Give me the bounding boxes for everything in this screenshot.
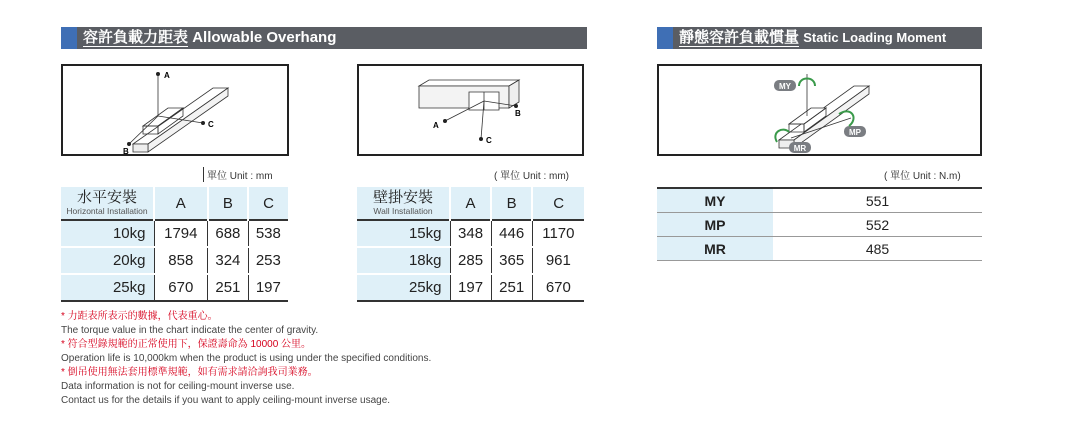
table-row: [657, 188, 982, 213]
horizontal-header-cell: [61, 187, 154, 220]
note-1-en: The torque value in the chart indicate the center of gravity.: [61, 325, 319, 336]
unit-label-wall: ( 單位 Unit : mm): [494, 171, 569, 182]
note-2-cn: * 符合型錄規範的正常使用下，保證壽命為 10000 公里。: [61, 339, 312, 350]
label-a: A: [433, 121, 439, 130]
note-3-cn: * 倒吊使用無法套用標準規範，如有需求請洽詢我司業務。: [61, 367, 318, 378]
header-title-cn: 靜態容許負載慣量: [679, 29, 800, 46]
row-load: 25kg: [61, 274, 154, 301]
cell-c: 253: [248, 247, 288, 274]
header-accent: [657, 27, 673, 49]
label-mp: MP: [849, 128, 861, 137]
cell-b: 688: [208, 220, 249, 247]
note-2-en: Operation life is 10,000km when the product is using under the specified conditions.: [61, 353, 432, 364]
footnotes: [61, 310, 431, 408]
header-accent: [61, 27, 77, 49]
unit-label-horizontal: 單位 Unit : mm: [203, 167, 273, 182]
cell-a: 670: [154, 274, 208, 301]
col-header-c: C: [532, 187, 584, 220]
label-c: C: [208, 120, 214, 129]
cell-c: 961: [532, 247, 584, 274]
cell-a: 1794: [154, 220, 208, 247]
horizontal-install-diagram: [61, 64, 289, 156]
cell-a: 858: [154, 247, 208, 274]
cell-a: 285: [450, 247, 491, 274]
row-load: 20kg: [61, 247, 154, 274]
table-row: [357, 274, 584, 301]
wall-install-diagram: [357, 64, 584, 156]
moment-value: 551: [773, 188, 982, 213]
wall-header-cell: [357, 187, 450, 220]
table-row: [657, 237, 982, 261]
col-header-c: C: [248, 187, 288, 220]
row-load: 25kg: [357, 274, 450, 301]
cell-a: 197: [450, 274, 491, 301]
cell-b: 446: [491, 220, 532, 247]
moment-value: 552: [773, 213, 982, 237]
label-a: A: [164, 71, 170, 80]
header-title-en: Static Loading Moment: [803, 30, 947, 45]
horizontal-head-en: Horizontal Installation: [66, 206, 148, 216]
cell-c: 1170: [532, 220, 584, 247]
row-load: 15kg: [357, 220, 450, 247]
cell-c: 670: [532, 274, 584, 301]
cell-b: 251: [208, 274, 249, 301]
static-loading-moment-header: [657, 27, 982, 49]
row-load: 10kg: [61, 220, 154, 247]
label-c: C: [486, 136, 492, 145]
note-3-en-2: Contact us for the details if you want to apply ceiling-mount inverse usage.: [61, 395, 391, 406]
wall-head-cn: 壁掛安裝: [372, 189, 433, 206]
row-load: 18kg: [357, 247, 450, 274]
table-row: [61, 274, 288, 301]
note-1-cn: * 力距表所表示的數據，代表重心。: [61, 311, 218, 322]
note-3-en-1: Data information is not for ceiling-mount inverse use.: [61, 381, 295, 392]
moment-key: MP: [657, 213, 773, 237]
label-b: B: [515, 109, 521, 118]
cell-c: 538: [248, 220, 288, 247]
cell-b: 251: [491, 274, 532, 301]
cell-b: 365: [491, 247, 532, 274]
allowable-overhang-header: [61, 27, 587, 49]
col-header-a: A: [154, 187, 208, 220]
mp-arrow-icon: [839, 111, 854, 126]
moment-diagram: [657, 64, 982, 156]
label-b: B: [123, 147, 129, 154]
moment-key: MY: [657, 188, 773, 213]
col-header-b: B: [491, 187, 532, 220]
col-header-b: B: [208, 187, 249, 220]
horizontal-head-cn: 水平安裝: [76, 189, 137, 206]
table-row: [357, 220, 584, 247]
header-title-cn: 容許負載力距表: [83, 29, 189, 46]
header-title-en: Allowable Overhang: [192, 29, 337, 46]
label-mr: MR: [793, 144, 807, 153]
moment-key: MR: [657, 237, 773, 261]
cell-c: 197: [248, 274, 288, 301]
horizontal-slide-illustration: [63, 66, 287, 154]
horizontal-overhang-table: [61, 187, 288, 302]
wall-overhang-table: [357, 187, 584, 302]
moment-illustration: [659, 66, 980, 154]
cell-b: 324: [208, 247, 249, 274]
table-row: [61, 247, 288, 274]
table-row: [357, 247, 584, 274]
wall-head-en: Wall Installation: [373, 206, 433, 216]
wall-slide-illustration: [359, 66, 582, 154]
unit-label-moment: ( 單位 Unit : N.m): [884, 171, 961, 182]
table-row: [657, 213, 982, 237]
table-row: [61, 220, 288, 247]
moment-table: [657, 187, 982, 261]
label-my: MY: [779, 82, 791, 91]
moment-value: 485: [773, 237, 982, 261]
cell-a: 348: [450, 220, 491, 247]
col-header-a: A: [450, 187, 491, 220]
